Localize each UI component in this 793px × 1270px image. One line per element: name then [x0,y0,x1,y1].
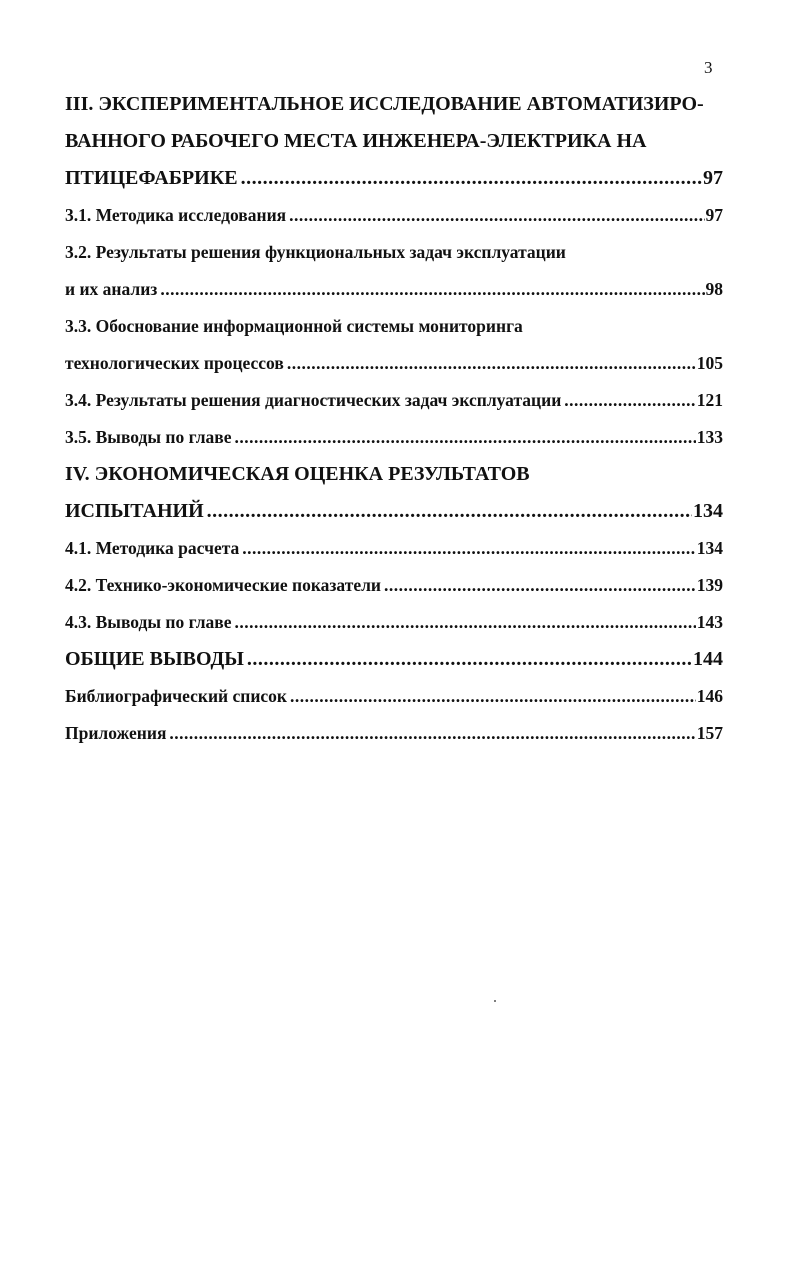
toc-section-text: 3.4. Результаты решения диагностических задач эксплуатации [65,390,562,410]
toc-section-3-3-line1 [65,308,723,345]
toc-page-number: 134 [693,500,723,522]
dot-leader [242,530,695,567]
dot-leader [564,382,695,419]
toc-section-3-4[interactable] [65,382,723,419]
toc-section-text: 4.2. Технико-экономические показатели [65,575,381,595]
toc-page-number: 139 [696,575,723,595]
toc-page-number: 97 [705,205,723,225]
toc-section-text: 4.1. Методика расчета [65,538,240,558]
toc-page-number: 121 [696,390,723,410]
toc-section-4-1[interactable] [65,530,723,567]
toc-page-number: 144 [693,648,723,670]
dot-leader [160,271,704,308]
toc-page-number: 105 [696,353,723,373]
dot-leader [169,715,695,752]
toc-section-text: ОБЩИЕ ВЫВОДЫ [65,648,244,670]
toc-chapter-3-text-3: ПТИЦЕФАБРИКЕ [65,167,238,189]
toc-section-4-2[interactable] [65,567,723,604]
toc-section-3-2[interactable] [65,271,723,308]
toc-page-number: 134 [696,538,723,558]
dot-leader [207,493,692,530]
toc-section-text: и их анализ [65,279,158,299]
toc-page-number: 143 [696,612,723,632]
toc-bibliography[interactable] [65,678,723,715]
toc-chapter-3-text-2: ВАННОГО РАБОЧЕГО МЕСТА ИНЖЕНЕРА-ЭЛЕКТРИКА НА [65,130,647,152]
toc-chapter-3-entry[interactable] [65,160,723,197]
toc-chapter-4-text-1: IV. ЭКОНОМИЧЕСКАЯ ОЦЕНКА РЕЗУЛЬТАТОВ [65,463,530,485]
toc-chapter-4-text-2: ИСПЫТАНИЙ [65,500,204,522]
toc-section-text: Библиографический список [65,686,288,706]
toc-section-text: Приложения [65,723,167,743]
toc-chapter-4-title-line1 [65,456,723,493]
dot-leader [241,160,702,197]
toc-chapter-3-title-line2 [65,123,723,160]
toc-appendices[interactable] [65,715,723,752]
table-of-contents [65,86,723,752]
toc-page-number: 97 [703,167,723,189]
toc-section-4-3[interactable] [65,604,723,641]
toc-section-3-5[interactable] [65,419,723,456]
toc-page-number: 146 [696,686,723,706]
toc-section-3-2-line1 [65,234,723,271]
scan-speck [494,1000,496,1002]
dot-leader [384,567,696,604]
dot-leader [290,678,696,715]
toc-section-3-3[interactable] [65,345,723,382]
toc-section-text: 3.5. Выводы по главе [65,427,232,447]
toc-section-text: 3.1. Методика исследования [65,205,287,225]
toc-section-text: 3.3. Обоснование информационной системы мониторинга [65,316,523,336]
dot-leader [287,345,696,382]
toc-section-3-1[interactable] [65,197,723,234]
toc-chapter-3-text-1: III. ЭКСПЕРИМЕНТАЛЬНОЕ ИССЛЕДОВАНИЕ АВТОМАТИЗИРО- [65,93,704,115]
toc-section-text: 4.3. Выводы по главе [65,612,232,632]
toc-chapter-3-title-line1 [65,86,723,123]
toc-general-conclusions[interactable] [65,641,723,678]
dot-leader [234,604,695,641]
dot-leader [289,197,704,234]
toc-section-text: 3.2. Результаты решения функциональных задач эксплуатации [65,242,566,262]
page-number: 3 [704,58,713,77]
toc-chapter-4-entry[interactable] [65,493,723,530]
toc-page-number: 157 [696,723,723,743]
toc-section-text: технологических процессов [65,353,284,373]
dot-leader [247,641,692,678]
toc-page-number: 98 [705,279,723,299]
dot-leader [234,419,695,456]
toc-page-number: 133 [696,427,723,447]
